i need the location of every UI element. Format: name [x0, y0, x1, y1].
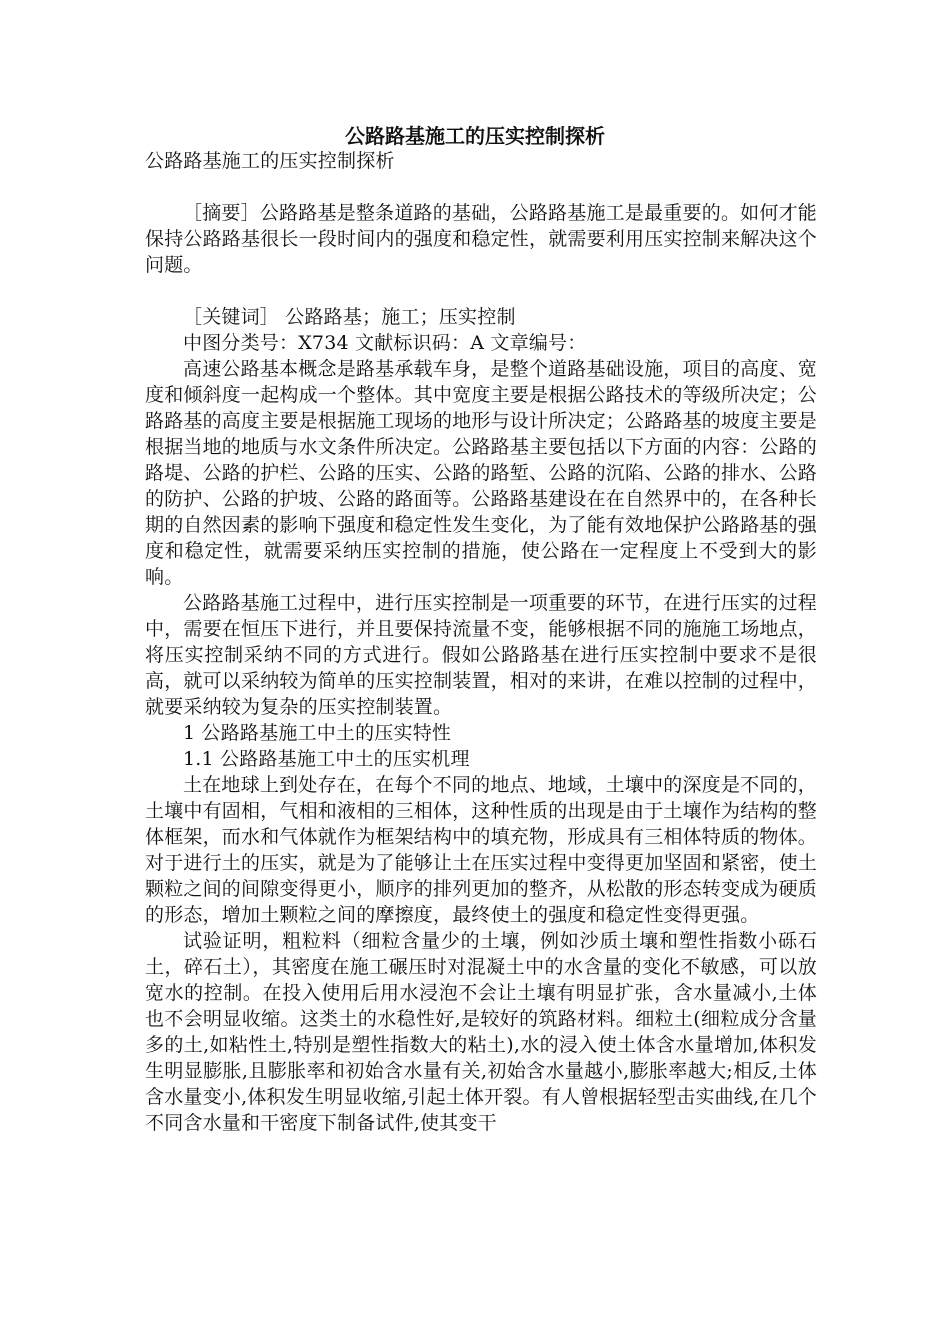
- document-body: [145, 148, 817, 1136]
- spacer: [145, 174, 817, 200]
- document-title: 公路路基施工的压实控制探析: [345, 124, 605, 148]
- classification-line: 中图分类号：X734 文献标识码：A 文章编号：: [183, 332, 587, 354]
- abstract-paragraph: ［摘要］公路路基是整条道路的基础，公路路基施工是最重要的。如何才能保持公路路基很长一段时间内的强度和稳定性，就需要利用压实控制来解决这个问题。: [145, 202, 818, 276]
- body-paragraph: 高速公路基本概念是路基承载车身，是整个道路基础设施，项目的高度、宽度和倾斜度一起构成一个整体。其中宽度主要是根据公路技术的等级所决定；公路路基的高度主要是根据施工现场的地形与设计所决定；公路路基的坡度主要是根据当地的地质与水文条件所决定。公路路基主要包括以下方面的内容：公路的路堤、公路的护栏、公路的压实、公路的路堑、公路的沉陷、公路的排水、公路的防护、公路的护坡、公路的路面等。公路路基建设在在自然界中的，在各种长期的自然因素的影响下强度和稳定性发生变化，为了能有效地保护公路路基的强度和稳定性，就需要采纳压实控制的措施，使公路在一定程度上不受到大的影响。: [145, 358, 818, 588]
- spacer: [145, 278, 817, 304]
- body-paragraph: 试验证明，粗粒料（细粒含量少的土壤，例如沙质土壤和塑性指数小砾石土，碎石土），其密度在施工碾压时对混凝土中的水含量的变化不敏感，可以放宽水的控制。在投入使用后用水浸泡不会让土壤有明显扩张，含水量减小,土体也不会明显收缩。这类土的水稳性好,是较好的筑路材料。细粒土(细粒成分含量多的土,如粘性土,特别是塑性指数大的粘土),水的浸入使土体含水量增加,体积发生明显膨胀,且膨胀率和初始含水量有关,初始含水量越小,膨胀率越大;相反,土体含水量变小,体积发生明显收缩,引起土体开裂。有人曾根据轻型击实曲线,在几个不同含水量和干密度下制备试件,使其变干: [145, 930, 817, 1134]
- section-heading: 1 公路路基施工中土的压实特性: [183, 722, 452, 744]
- keywords-line: ［关键词］ 公路路基；施工；压实控制: [183, 306, 516, 328]
- body-paragraph: 土在地球上到处存在，在每个不同的地点、地域，土壤中的深度是不同的，土壤中有固相，气相和液相的三相体，这种性质的出现是由于土壤作为结构的整体框架，而水和气体就作为框架结构中的填充物，形成具有三相体特质的物体。对于进行土的压实，就是为了能够让土在压实过程中变得更加坚固和紧密，使土颗粒之间的间隙变得更小，顺序的排列更加的整齐，从松散的形态转变成为硬质的形态，增加土颗粒之间的摩擦度，最终使土的强度和稳定性变得更强。: [145, 774, 818, 926]
- body-paragraph: 公路路基施工过程中，进行压实控制是一项重要的环节，在进行压实的过程中，需要在恒压下进行，并且要保持流量不变，能够根据不同的施施工场地点，将压实控制采纳不同的方式进行。假如公路路基在进行压实控制中要求不是很高，就可以采纳较为简单的压实控制装置，相对的来讲，在难以控制的过程中，就要采纳较为复杂的压实控制装置。: [145, 592, 818, 718]
- subsection-heading: 1.1 公路路基施工中土的压实机理: [183, 748, 470, 770]
- document-subtitle: 公路路基施工的压实控制探析: [145, 150, 395, 172]
